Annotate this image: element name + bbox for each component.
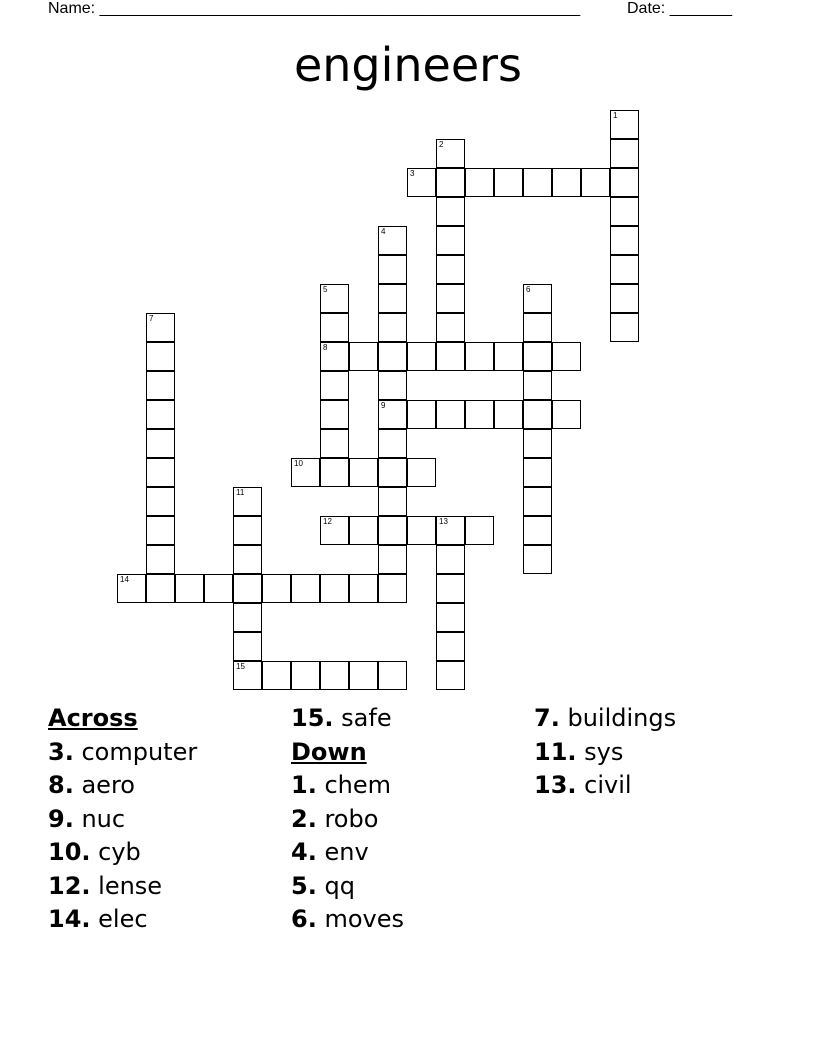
crossword-cell[interactable] bbox=[146, 400, 175, 429]
crossword-cell[interactable] bbox=[465, 516, 494, 545]
cell-number: 11 bbox=[236, 488, 245, 497]
crossword-cell[interactable] bbox=[523, 371, 552, 400]
crossword-cell[interactable] bbox=[436, 632, 465, 661]
clue-text: env bbox=[324, 838, 369, 866]
crossword-cell[interactable] bbox=[320, 458, 349, 487]
crossword-cell[interactable] bbox=[378, 545, 407, 574]
cell-number: 5 bbox=[323, 285, 328, 294]
clue-across-10 bbox=[48, 836, 197, 870]
clue-number: 4. bbox=[291, 838, 317, 866]
name-field: Name: ______________________________________________________ bbox=[48, 0, 581, 17]
crossword-cell[interactable] bbox=[146, 574, 175, 603]
crossword-cell[interactable] bbox=[349, 516, 378, 545]
crossword-cell[interactable] bbox=[552, 342, 581, 371]
crossword-cell[interactable] bbox=[378, 255, 407, 284]
cell-number: 12 bbox=[323, 517, 332, 526]
clue-across-8 bbox=[48, 769, 197, 803]
crossword-cell[interactable] bbox=[407, 458, 436, 487]
crossword-cell[interactable] bbox=[117, 574, 146, 603]
crossword-cell[interactable] bbox=[494, 400, 523, 429]
crossword-cell[interactable] bbox=[146, 342, 175, 371]
clue-text: sys bbox=[584, 737, 624, 766]
clue-down-4 bbox=[291, 836, 404, 870]
clue-number: 6. bbox=[291, 905, 317, 933]
clue-number: 15. bbox=[291, 704, 334, 732]
crossword-cell[interactable] bbox=[320, 429, 349, 458]
crossword-cell[interactable] bbox=[291, 458, 320, 487]
crossword-cell[interactable] bbox=[262, 574, 291, 603]
clue-number: 8. bbox=[48, 771, 74, 799]
crossword-cell[interactable] bbox=[436, 400, 465, 429]
crossword-cell[interactable] bbox=[436, 226, 465, 255]
crossword-cell[interactable] bbox=[523, 429, 552, 458]
clue-number: 1. bbox=[291, 771, 317, 799]
clue-across-3 bbox=[48, 736, 197, 770]
clue-down-13 bbox=[534, 769, 676, 803]
crossword-cell[interactable] bbox=[465, 400, 494, 429]
clue-down-7 bbox=[534, 702, 676, 736]
cell-number: 13 bbox=[439, 517, 448, 526]
crossword-cell[interactable] bbox=[146, 429, 175, 458]
crossword-cell[interactable] bbox=[552, 168, 581, 197]
crossword-cell[interactable] bbox=[407, 516, 436, 545]
crossword-cell[interactable] bbox=[291, 574, 320, 603]
clue-text: nuc bbox=[81, 804, 126, 833]
crossword-cell[interactable] bbox=[233, 487, 262, 516]
crossword-cell[interactable] bbox=[146, 487, 175, 516]
clue-text: lense bbox=[98, 871, 163, 900]
clue-text: buildings bbox=[567, 704, 677, 732]
crossword-cell[interactable] bbox=[494, 342, 523, 371]
crossword-cell[interactable] bbox=[465, 168, 494, 197]
clue-text: chem bbox=[324, 771, 392, 799]
clue-number: 9. bbox=[48, 804, 74, 833]
crossword-cell[interactable] bbox=[436, 313, 465, 342]
crossword-cell[interactable] bbox=[378, 458, 407, 487]
crossword-cell[interactable] bbox=[233, 574, 262, 603]
crossword-cell[interactable] bbox=[349, 342, 378, 371]
date-field: Date: _______ bbox=[627, 0, 732, 17]
cell-number: 15 bbox=[236, 662, 245, 671]
crossword-cell[interactable] bbox=[233, 661, 262, 690]
crossword-cell[interactable] bbox=[378, 574, 407, 603]
crossword-cell[interactable] bbox=[378, 487, 407, 516]
cell-number: 4 bbox=[381, 227, 386, 236]
crossword-cell[interactable] bbox=[233, 545, 262, 574]
clue-column-3 bbox=[534, 702, 676, 803]
crossword-cell[interactable] bbox=[146, 371, 175, 400]
crossword-cell[interactable] bbox=[610, 168, 639, 197]
crossword-cell[interactable] bbox=[436, 342, 465, 371]
crossword-cell[interactable] bbox=[436, 545, 465, 574]
crossword-cell[interactable] bbox=[233, 632, 262, 661]
crossword-cell[interactable] bbox=[378, 226, 407, 255]
cell-number: 9 bbox=[381, 401, 386, 410]
crossword-cell[interactable] bbox=[378, 661, 407, 690]
cell-number: 10 bbox=[294, 459, 303, 468]
crossword-cell[interactable] bbox=[378, 516, 407, 545]
clue-text: qq bbox=[324, 871, 355, 900]
clue-number: 7. bbox=[534, 704, 560, 732]
clue-down-5 bbox=[291, 870, 404, 904]
crossword-cell[interactable] bbox=[146, 313, 175, 342]
page-title: engineers bbox=[293, 38, 523, 92]
crossword-cell[interactable] bbox=[320, 284, 349, 313]
crossword-cell[interactable] bbox=[407, 400, 436, 429]
crossword-cell[interactable] bbox=[146, 458, 175, 487]
crossword-cell[interactable] bbox=[523, 400, 552, 429]
clue-number: 11. bbox=[534, 737, 577, 766]
clue-number: 3. bbox=[48, 737, 74, 766]
crossword-cell[interactable] bbox=[436, 168, 465, 197]
crossword-cell[interactable] bbox=[146, 545, 175, 574]
crossword-cell[interactable] bbox=[436, 139, 465, 168]
clue-text: computer bbox=[81, 737, 198, 766]
crossword-cell[interactable] bbox=[407, 168, 436, 197]
crossword-cell[interactable] bbox=[378, 371, 407, 400]
across-heading: Across bbox=[48, 704, 138, 732]
clue-number: 2. bbox=[291, 804, 317, 833]
crossword-cell[interactable] bbox=[320, 371, 349, 400]
cell-number: 1 bbox=[613, 111, 618, 120]
crossword-cell[interactable] bbox=[378, 400, 407, 429]
crossword-cell[interactable] bbox=[523, 342, 552, 371]
crossword-cell[interactable] bbox=[320, 516, 349, 545]
crossword-cell[interactable] bbox=[610, 255, 639, 284]
crossword-cell[interactable] bbox=[552, 400, 581, 429]
crossword-cell[interactable] bbox=[407, 342, 436, 371]
clue-down-11 bbox=[534, 736, 676, 770]
crossword-cell[interactable] bbox=[610, 226, 639, 255]
crossword-cell[interactable] bbox=[436, 197, 465, 226]
clue-text: aero bbox=[81, 771, 135, 799]
crossword-cell[interactable] bbox=[320, 342, 349, 371]
clue-across-14 bbox=[48, 903, 197, 937]
crossword-cell[interactable] bbox=[262, 661, 291, 690]
clue-across-12 bbox=[48, 870, 197, 904]
clue-text: moves bbox=[324, 905, 405, 933]
cell-number: 2 bbox=[439, 140, 444, 149]
clue-text: safe bbox=[341, 704, 392, 732]
crossword-cell[interactable] bbox=[349, 661, 378, 690]
clue-across-15 bbox=[291, 702, 404, 736]
crossword-cell[interactable] bbox=[523, 545, 552, 574]
crossword-cell[interactable] bbox=[233, 516, 262, 545]
crossword-cell[interactable] bbox=[146, 516, 175, 545]
crossword-cell[interactable] bbox=[204, 574, 233, 603]
clue-across-9 bbox=[48, 803, 197, 837]
crossword-cell[interactable] bbox=[436, 516, 465, 545]
crossword-cell[interactable] bbox=[378, 284, 407, 313]
down-heading: Down bbox=[291, 737, 367, 766]
crossword-cell[interactable] bbox=[349, 458, 378, 487]
crossword-cell[interactable] bbox=[320, 574, 349, 603]
crossword-cell[interactable] bbox=[610, 197, 639, 226]
crossword-cell[interactable] bbox=[436, 661, 465, 690]
crossword-cell[interactable] bbox=[378, 429, 407, 458]
crossword-cell[interactable] bbox=[436, 284, 465, 313]
crossword-cell[interactable] bbox=[320, 400, 349, 429]
clue-text: elec bbox=[98, 905, 148, 933]
crossword-cell[interactable] bbox=[378, 313, 407, 342]
crossword-cell[interactable] bbox=[320, 313, 349, 342]
crossword-cell[interactable] bbox=[436, 603, 465, 632]
clue-number: 13. bbox=[534, 771, 577, 799]
crossword-cell[interactable] bbox=[523, 516, 552, 545]
crossword-cell[interactable] bbox=[465, 342, 494, 371]
crossword-cell[interactable] bbox=[523, 313, 552, 342]
clue-number: 14. bbox=[48, 905, 91, 933]
cell-number: 7 bbox=[149, 314, 154, 323]
crossword-cell[interactable] bbox=[610, 110, 639, 139]
crossword-cell[interactable] bbox=[523, 458, 552, 487]
cell-number: 8 bbox=[323, 343, 328, 352]
clue-text: cyb bbox=[98, 838, 141, 866]
crossword-cell[interactable] bbox=[233, 603, 262, 632]
crossword-cell[interactable] bbox=[436, 255, 465, 284]
cell-number: 6 bbox=[526, 285, 531, 294]
crossword-cell[interactable] bbox=[523, 284, 552, 313]
cell-number: 14 bbox=[120, 575, 129, 584]
crossword-cell[interactable] bbox=[523, 168, 552, 197]
crossword-cell[interactable] bbox=[175, 574, 204, 603]
clue-number: 5. bbox=[291, 871, 317, 900]
crossword-cell[interactable] bbox=[610, 139, 639, 168]
clue-text: robo bbox=[324, 804, 379, 833]
crossword-cell[interactable] bbox=[291, 661, 320, 690]
clue-down-6 bbox=[291, 903, 404, 937]
clue-down-2 bbox=[291, 803, 404, 837]
crossword-cell[interactable] bbox=[378, 342, 407, 371]
clue-down-1 bbox=[291, 769, 404, 803]
crossword-cell[interactable] bbox=[436, 574, 465, 603]
crossword-cell[interactable] bbox=[494, 168, 523, 197]
crossword-cell[interactable] bbox=[523, 487, 552, 516]
crossword-cell[interactable] bbox=[610, 284, 639, 313]
clue-text: civil bbox=[584, 771, 632, 799]
clue-number: 12. bbox=[48, 871, 91, 900]
crossword-cell[interactable] bbox=[349, 574, 378, 603]
clue-column-2 bbox=[291, 702, 404, 937]
clue-column-1 bbox=[48, 702, 197, 937]
clue-number: 10. bbox=[48, 838, 91, 866]
crossword-cell[interactable] bbox=[581, 168, 610, 197]
cell-number: 3 bbox=[410, 169, 415, 178]
crossword-cell[interactable] bbox=[610, 313, 639, 342]
crossword-cell[interactable] bbox=[320, 661, 349, 690]
